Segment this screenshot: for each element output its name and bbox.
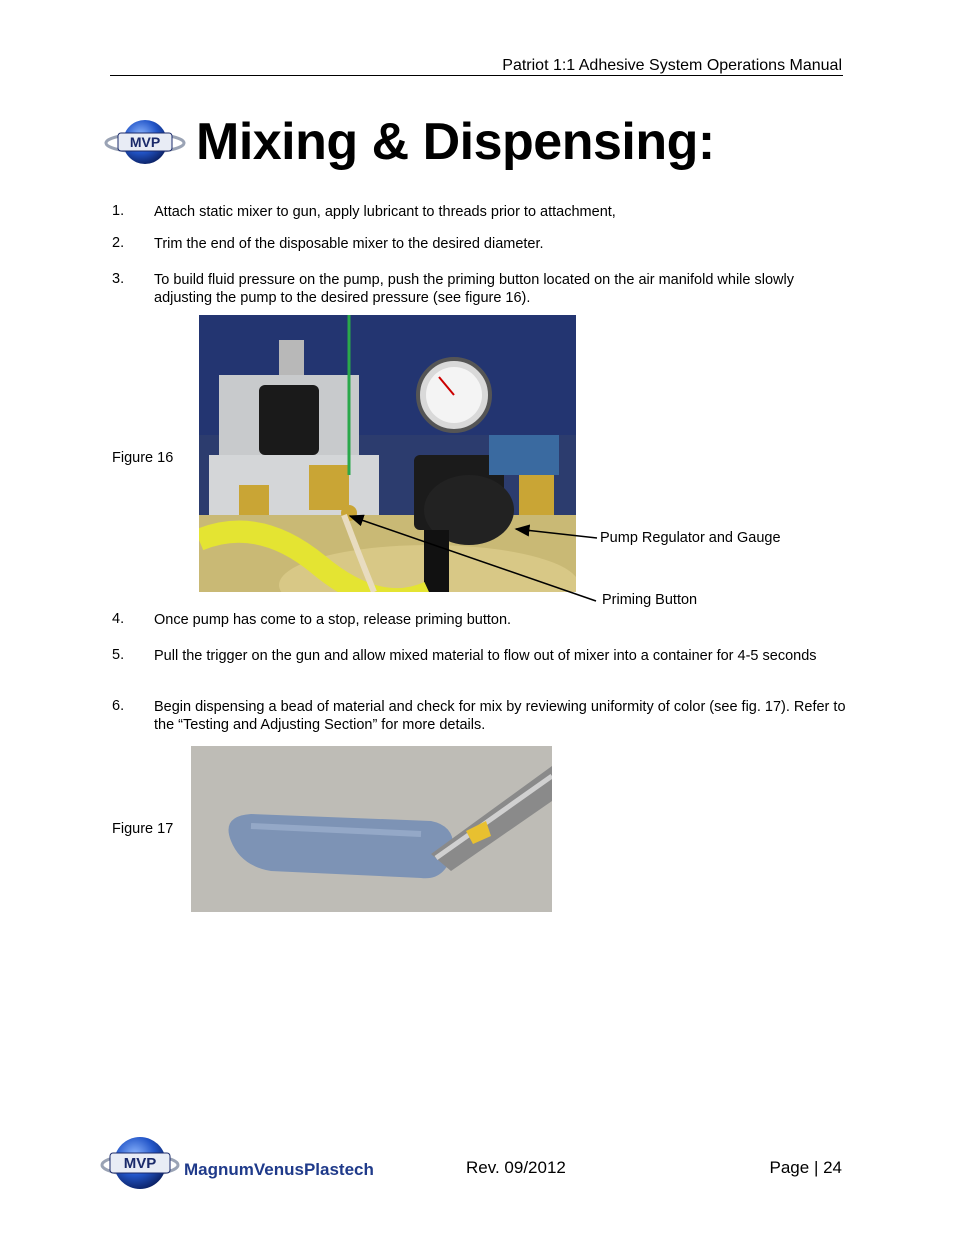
- figure-16-label: Figure 16: [112, 450, 174, 466]
- step-text: Once pump has come to a stop, release priming button.: [154, 612, 512, 628]
- step-text: Attach static mixer to gun, apply lubricant to threads prior to attachment,: [154, 204, 616, 220]
- step-number: 3.: [112, 271, 125, 287]
- revision: Rev. 09/2012: [466, 1158, 566, 1177]
- figure-17-label: Figure 17: [112, 821, 174, 837]
- page-title: Mixing & Dispensing:: [196, 113, 715, 171]
- footer-logo-text: MVP: [123, 1155, 157, 1172]
- page-number: Page | 24: [769, 1158, 842, 1177]
- figure-17-photo: [191, 746, 552, 912]
- footer-logo: [100, 1132, 390, 1196]
- step-number: 2.: [112, 235, 125, 251]
- manual-title: Patriot 1:1 Adhesive System Operations Manual: [502, 57, 842, 74]
- step-number: 4.: [112, 611, 125, 627]
- logo-text: MVP: [129, 134, 161, 150]
- company-name: MagnumVenusPlastech: [184, 1160, 374, 1179]
- step-text: Trim the end of the disposable mixer to the desired diameter.: [154, 236, 544, 252]
- step-number: 6.: [112, 698, 125, 714]
- step-number: 1.: [112, 203, 125, 219]
- step-text: Pull the trigger on the gun and allow mixed material to flow out of mixer into a container for 4-5 seconds: [154, 648, 817, 664]
- step-number: 5.: [112, 647, 125, 663]
- step-text: Begin dispensing a bead of material and check for mix by reviewing uniformity of color (see fig. 17). Refer to the “Testing and Adjusting Section” for more details.: [154, 699, 846, 733]
- step-text: To build fluid pressure on the pump, push the priming button located on the air manifold while slowly adjusting the pump to the desired pressure (see figure 16).: [154, 272, 794, 306]
- callout-priming-button: Priming Button: [602, 592, 698, 608]
- callout-pump-regulator: Pump Regulator and Gauge: [600, 530, 781, 546]
